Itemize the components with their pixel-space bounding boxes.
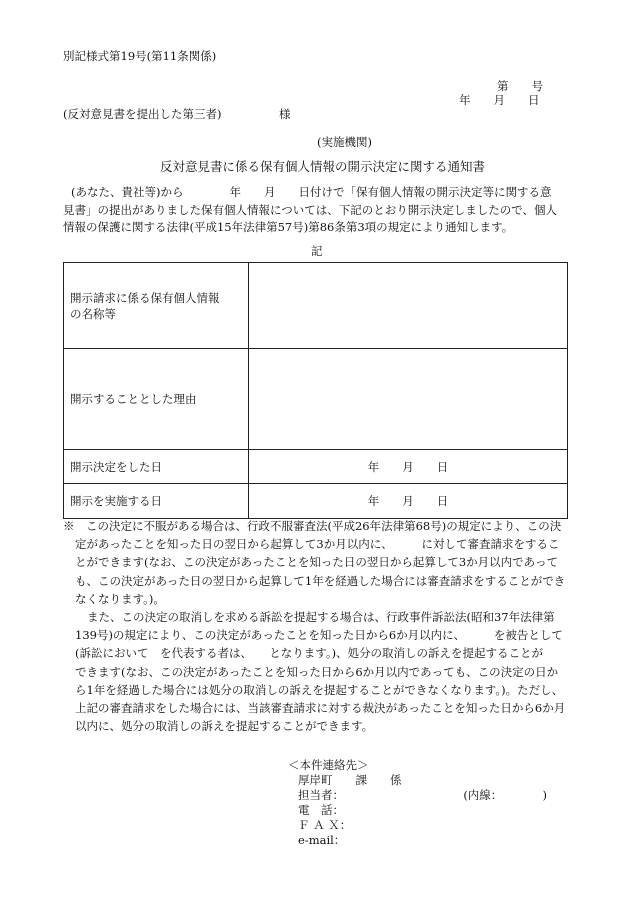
issue-date: 年 月 日 — [459, 93, 540, 107]
issuing-agency: (実施機関) — [317, 135, 372, 149]
contact-fax: Ｆ Ａ Ｘ： — [298, 818, 352, 832]
label-line: の名称等 — [70, 306, 116, 321]
value-decision-date: 年 月 日 — [249, 450, 568, 484]
form-number: 別記様式第19号(第11条関係) — [63, 49, 217, 63]
contact-heading: ＜本件連絡先＞ — [288, 758, 369, 772]
table-row — [64, 349, 568, 450]
note-line: できます(なお、この決定があったことを知った日から6か月以内であっても、この決定の日か — [75, 664, 559, 679]
table-row — [64, 263, 568, 349]
note-line: も、この決定があった日の翌日から起算して1年を経過した場合には審査請求をすることができ — [75, 573, 566, 588]
intro-line: 情報の保護に関する法律(平成15年法律第57号)第86条第3項の規定により通知します。 — [63, 220, 514, 234]
note-line: 139号)の規定により、この決定があったことを知った日から6か月以内に、 を被告として — [75, 628, 563, 643]
intro-paragraph — [63, 184, 578, 237]
note-line: とができます(なお、この決定があったことを知った日の翌日から起算して3か月以内であって — [75, 555, 559, 570]
note-line: なくなります。)。 — [75, 591, 165, 606]
contact-phone: 電 話： — [298, 803, 344, 817]
note-line: 以内に、処分の取消しの訴えを提起することができます。 — [75, 719, 374, 734]
document-number: 第 号 — [497, 79, 543, 93]
note-line: 定があったことを知った日の翌日から起算して3か月以内に、 に対して審査請求をするこ — [75, 537, 560, 552]
label-implementation-date: 開示を実施する日 — [64, 484, 249, 519]
ki-heading: 記 — [311, 244, 323, 258]
value-reason — [249, 349, 568, 450]
intro-line: (あなた、貴社等)から 年 月 日付けで「保有個人情報の開示決定等に関する意 — [71, 185, 552, 199]
document-title: 反対意見書に係る保有個人情報の開示決定に関する通知書 — [160, 159, 486, 174]
label-line: 開示請求に係る保有個人情報 — [70, 290, 220, 305]
contact-block — [288, 758, 547, 848]
contact-extension: (内線： ) — [463, 788, 548, 802]
label-decision-date: 開示決定をした日 — [64, 450, 249, 484]
notification-table — [63, 262, 568, 519]
note-line: (訴訟において を代表する者は、 となります。)、処分の取消しの訴えを提起することが — [75, 646, 544, 661]
note-line: ※ この決定に不服がある場合は、行政不服審査法(平成26年法律第68号)の規定により、この決 — [63, 519, 562, 533]
label-reason: 開示することとした理由 — [64, 349, 249, 450]
contact-email: e-mail： — [298, 833, 346, 847]
note-line: 上記の審査請求をした場合には、当該審査請求に対する裁決があったことを知った日から6か月 — [75, 701, 566, 716]
note-line: ら1年を経過した場合には処分の取消しの訴えを提起することができなくなります。)。ただし、 — [75, 682, 564, 697]
table-row — [64, 484, 568, 519]
contact-person — [288, 788, 547, 803]
contact-department: 厚岸町 課 係 — [298, 773, 402, 787]
label-info-name — [64, 263, 249, 349]
intro-line: 見書」の提出がありました保有個人情報については、下記のとおり開示決定しましたので、個人 — [63, 202, 558, 217]
appeal-notice — [63, 517, 578, 735]
value-implementation-date: 年 月 日 — [249, 484, 568, 519]
contact-person-label: 担当者： — [298, 788, 344, 802]
value-info-name — [249, 263, 568, 349]
note-line: また、この決定の取消しを求める訴訟を提起する場合は、行政事件訴訟法(昭和37年法律第 — [87, 610, 555, 625]
table-row — [64, 450, 568, 484]
addressee: (反対意見書を提出した第三者) 様 — [63, 107, 291, 121]
